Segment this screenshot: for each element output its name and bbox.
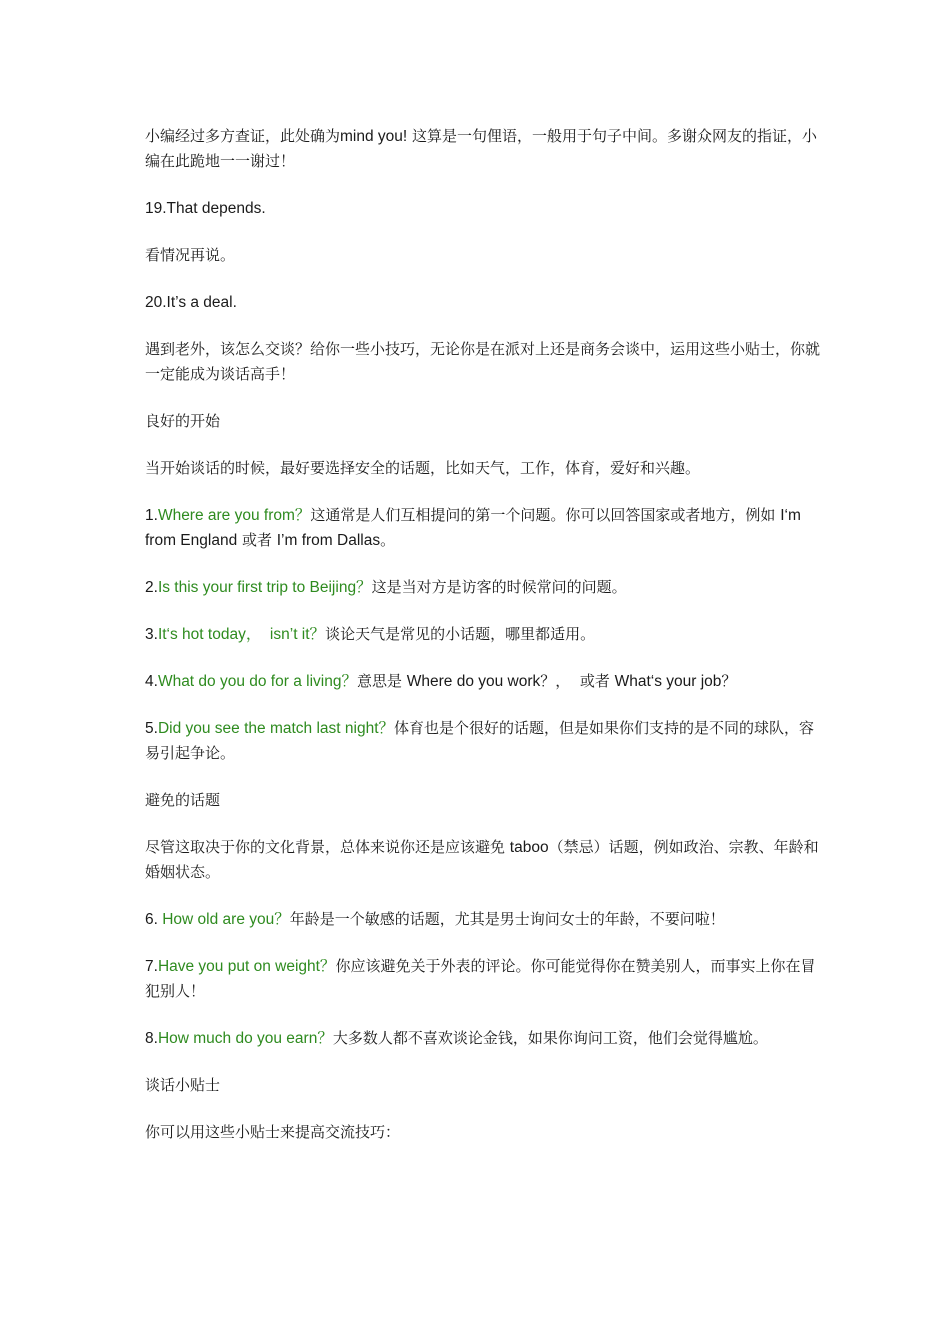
question-english: How much do you earn？ [157, 1030, 333, 1047]
phrase-19: 19.That depends. [145, 200, 266, 217]
question-number: 5. [145, 720, 158, 737]
question-number: 1. [145, 507, 158, 524]
question-1 [145, 503, 825, 553]
question-english: Is this your first trip to Beijing？ [157, 579, 372, 596]
taboo-text-b: （禁忌）话题，例如政治、宗教、年龄和婚姻状态。 [145, 838, 819, 881]
question-6 [145, 907, 825, 932]
question-4 [145, 669, 825, 694]
question-english: Where are you from？ [157, 507, 311, 524]
question-number: 8. [145, 1030, 158, 1047]
question-explanation: 或者 [237, 531, 277, 549]
question-explanation: 这通常是人们互相提问的第一个问题。你可以回答国家或者地方，例如 [310, 506, 781, 524]
intro-english: mind you! [340, 128, 408, 145]
taboo-text-a: 尽管这取决于你的文化背景，总体来说你还是应该避免 [145, 838, 510, 856]
question-7 [145, 954, 825, 1004]
taboo-paragraph [145, 835, 825, 885]
question-2 [145, 575, 825, 600]
safe-topics-paragraph: 当开始谈话的时候，最好要选择安全的话题，比如天气，工作，体育，爱好和兴趣。 [145, 459, 701, 477]
phrase-19-translation: 看情况再说。 [145, 246, 236, 264]
question-explanation: 你应该避免关于外表的评论。你可能觉得你在赞美别人，而事实上你在冒犯别人！ [145, 957, 816, 1000]
tips-intro-paragraph: 你可以用这些小贴士来提高交流技巧： [145, 1123, 401, 1141]
section-heading-tips: 谈话小贴士 [145, 1076, 221, 1094]
question-5 [145, 716, 825, 766]
question-number: 2. [145, 579, 158, 596]
example-english: I‘m from England [145, 507, 801, 549]
example-english: I’m from Dallas [276, 532, 381, 549]
question-number: 6. [145, 911, 163, 928]
question-3 [145, 622, 825, 647]
intro-text-b: 这算是一句俚语，一般用于句子中间。多谢众网友的指证，小编在此跪地一一谢过！ [145, 127, 817, 170]
example-english: Where do you work [406, 673, 541, 690]
question-8 [145, 1026, 825, 1051]
document-page [145, 124, 825, 1167]
taboo-english: taboo [509, 839, 549, 856]
question-english: What do you do for a living？ [157, 673, 357, 690]
question-english: How old are you？ [162, 911, 290, 928]
question-explanation: 谈论天气是常见的小话题，哪里都适用。 [325, 625, 596, 643]
question-explanation: 。 [380, 531, 396, 549]
question-number: 7. [145, 958, 158, 975]
question-english: Have you put on weight？ [157, 958, 336, 975]
question-explanation: 体育也是个很好的话题，但是如果你们支持的是不同的球队，容易引起争论。 [145, 719, 815, 762]
intro-paragraph [145, 124, 825, 174]
phrase-20: 20.It’s a deal. [145, 294, 237, 311]
question-english: Did you see the match last night？ [157, 720, 395, 737]
intro-text-a: 小编经过多方查证，此处确为 [145, 127, 341, 145]
question-number: 3. [145, 626, 158, 643]
question-explanation: ？ [721, 672, 737, 690]
question-explanation: ？， 或者 [540, 672, 615, 690]
question-explanation: 意思是 [356, 672, 407, 690]
question-explanation: 年龄是一个敏感的话题，尤其是男士询问女士的年龄，不要问啦！ [289, 910, 725, 928]
section-heading-good-start: 良好的开始 [145, 412, 221, 430]
section-heading-avoid-topics: 避免的话题 [145, 791, 221, 809]
question-explanation: 这是当对方是访客的时候常问的问题。 [371, 578, 627, 596]
question-english: It‘s hot today， isn’t it？ [157, 626, 326, 643]
question-number: 4. [145, 673, 158, 690]
example-english: What‘s your job [614, 673, 722, 690]
question-explanation: 大多数人都不喜欢谈论金钱，如果你询问工资，他们会觉得尴尬。 [332, 1029, 768, 1047]
conversation-intro: 遇到老外，该怎么交谈？给你一些小技巧，无论你是在派对上还是商务会谈中，运用这些小贴士，你就一定能成为谈话高手！ [145, 340, 821, 383]
